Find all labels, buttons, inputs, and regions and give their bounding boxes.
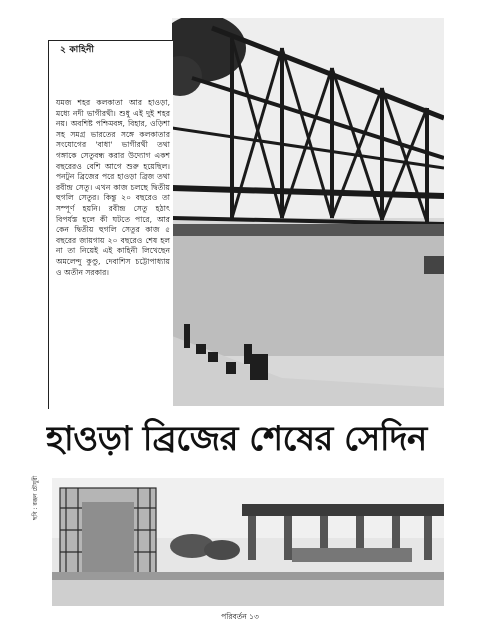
section-tag: ২ কাহিনী — [60, 45, 95, 55]
second-hooghly-bridge-photo — [52, 478, 444, 606]
page-footer: পরিবর্তন ১৩ — [221, 612, 259, 621]
construction-photo-drawing — [52, 478, 444, 606]
article-body: যমজ শহর কলকাতা আর হাওড়া, মধ্যে নদী ভাগীরথী। শুধু এই দুই শহর নয়। অবশিষ্ট পশ্চিমবঙ্গ, বিহার, ওড়িশা সহ সমগ্র ভারতের সঙ্গে কলকাতার সংযোগের 'বাধা' ভাগীরথী তথা গঙ্গাকে সেতুবন্ধ করার উদ্যোগ একশ বছরেরও বেশি আগে শুরু হয়েছিল। পনটুন ব্রিজের পরে হাওড়া ব্রিজ তথা রবীন্দ্র সেতু। এখন কাজ চলছে দ্বিতীয় হুগলি সেতুর। কিন্তু ২০ বছরেও তা সম্পূর্ণ হয়নি। রবীন্দ্র সেতু হঠাৎ বিপর্যস্ত হলে কী ঘটতে পারে, আর কেন দ্বিতীয় হুগলি সেতুর কাজ ৫ বছরের জায়গায় ২০ বছরেও শেষ হল না তা নিয়েই এই কাহিনী লিখেছেন অমলেন্দু কুণ্ডু, দেবাশিস চট্টোপাধ্যায় ও অতীন সরকার। — [56, 98, 170, 277]
photo-credit: ছবি : রঞ্জন চৌধুরী — [32, 475, 39, 520]
bridge-photo-drawing — [172, 18, 444, 406]
headline: হাওড়া ব্রিজের শেষের সেদিন — [46, 419, 427, 459]
howrah-bridge-photo — [172, 18, 444, 406]
